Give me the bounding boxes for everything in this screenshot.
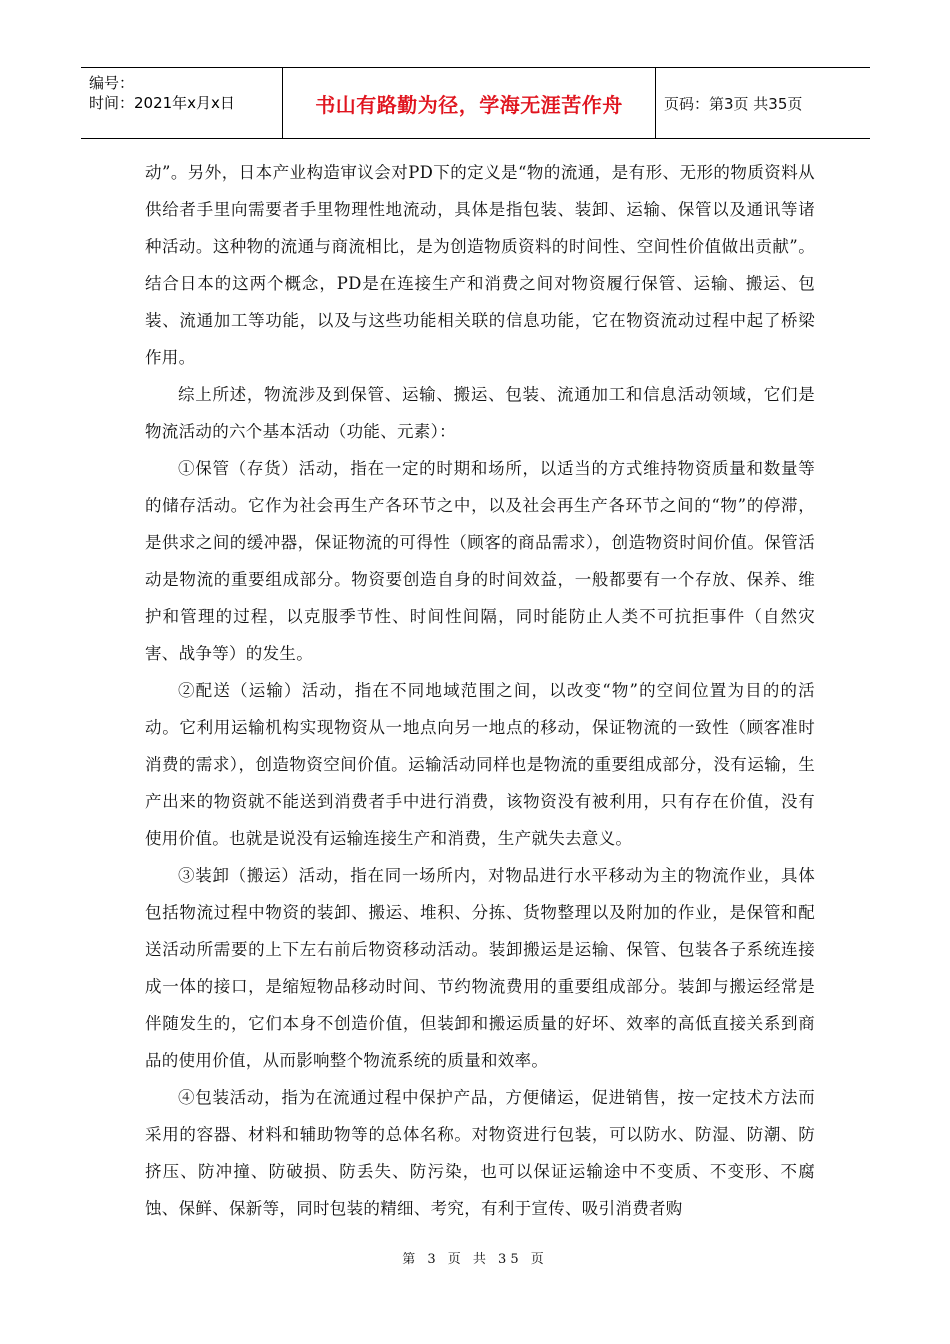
serial-number-label: 编号： [89, 74, 135, 92]
header-left-cell [81, 68, 281, 138]
paragraph-transport: ②配送（运输）活动，指在不同地域范围之间，以改变“物”的空间位置为目的的活动。它利用运输机构实现物资从一地点向另一地点的移动，保证物流的一致性（顾客准时消费的需求），创造物资空间价值。运输活动同样也是物流的重要组成部分，没有运输，生产出来的物资就不能送到消费者手中进行消费，该物资没有被利用，只有存在价值，没有使用价值。也就是说没有运输连接生产和消费，生产就失去意义。 [145, 681, 815, 848]
time-label: 时间：2021年x月x日 [89, 94, 235, 112]
body-text [145, 154, 815, 1227]
header-page-cell [656, 68, 870, 138]
paragraph-continuation: 动”。另外，日本产业构造审议会对PD下的定义是“物的流通，是有形、无形的物质资料从供给者手里向需要者手里物理性地流动，具体是指包装、装卸、运输、保管以及通讯等诸种活动。这种物的流通与商流相比，是为创造物质资料的时间性、空间性价值做出贡献”。结合日本的这两个概念，PD是在连接生产和消费之间对物资履行保管、运输、搬运、包装、流通加工等功能，以及与这些功能相关联的信息功能，它在物资流动过程中起了桥梁作用。 [145, 163, 815, 367]
header-motto-cell [282, 68, 656, 138]
paragraph-handling: ③装卸（搬运）活动，指在同一场所内，对物品进行水平移动为主的物流作业，具体包括物流过程中物资的装卸、搬运、堆积、分拣、货物整理以及附加的作业，是保管和配送活动所需要的上下左右前后物资移动活动。装卸搬运是运输、保管、包装各子系统连接成一体的接口，是缩短物品移动时间、节约物流费用的重要组成部分。装卸与搬运经常是伴随发生的，它们本身不创造价值，但装卸和搬运质量的好坏、效率的高低直接关系到商品的使用价值，从而影响整个物流系统的质量和效率。 [145, 866, 815, 1070]
header-page-info: 页码：第3页 共35页 [664, 94, 803, 113]
paragraph-packaging: ④包装活动，指为在流通过程中保护产品，方便储运，促进销售，按一定技术方法而采用的容器、材料和辅助物等的总体名称。对物资进行包装，可以防水、防湿、防潮、防挤压、防冲撞、防破损、防丢失、防污染，也可以保证运输途中不变质、不变形、不腐蚀、保鲜、保新等，同时包装的精细、考究，有利于宣传、吸引消费者购 [145, 1088, 815, 1218]
header-motto: 书山有路勤为径，学海无涯苦作舟 [315, 92, 623, 117]
document-header [81, 67, 870, 139]
page-footer: 第 3 页 共 35 页 [402, 1252, 548, 1267]
paragraph-summary: 综上所述，物流涉及到保管、运输、搬运、包装、流通加工和信息活动领域，它们是物流活动的六个基本活动（功能、元素）： [145, 385, 815, 441]
paragraph-storage: ①保管（存货）活动，指在一定的时期和场所，以适当的方式维持物资质量和数量等的储存活动。它作为社会再生产各环节之中，以及社会再生产各环节之间的“物”的停滞，是供求之间的缓冲器，保证物流的可得性（顾客的商品需求），创造物资时间价值。保管活动是物流的重要组成部分。物资要创造自身的时间效益，一般都要有一个存放、保养、维护和管理的过程，以克服季节性、时间性间隔，同时能防止人类不可抗拒事件（自然灾害、战争等）的发生。 [145, 459, 815, 663]
